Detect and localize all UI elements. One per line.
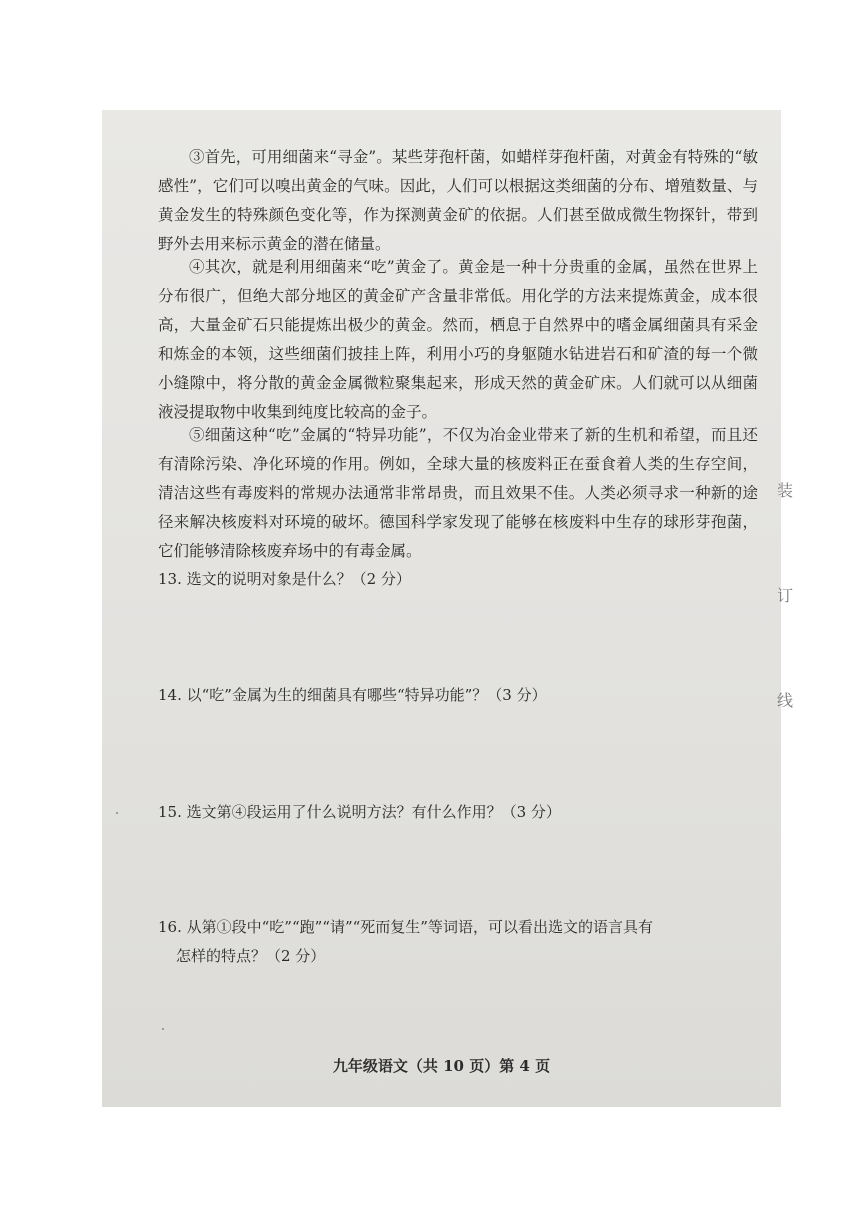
paper-speck: [116, 812, 118, 814]
paper-speck: [162, 1028, 164, 1030]
page-footer: 九年级语文（共 10 页）第 4 页: [332, 1057, 551, 1075]
question-16-line-1: 16. 从第①段中“吃”“跑”“请”“死而复生”等词语，可以看出选文的语言具有: [158, 918, 653, 936]
question-16: [158, 913, 758, 971]
paragraph-3: ③首先，可用细菌来“寻金”。某些芽孢杆菌，如蜡样芽孢杆菌，对黄金有特殊的“敏感性”，它们可以嗅出黄金的气味。因此，人们可以根据这类细菌的分布、增殖数量、与黄金发生的特殊颜色变化等，作为探测黄金矿的依据。人们甚至做成微生物探针，带到野外去用来标示黄金的潜在储量。: [158, 148, 758, 253]
binding-mark-zhuang: 装: [777, 481, 794, 500]
question-13: 13. 选文的说明对象是什么？（2 分）: [158, 570, 411, 588]
question-14: 14. 以“吃”金属为生的细菌具有哪些“特异功能”？（3 分）: [158, 686, 547, 704]
exam-page-photo: [102, 110, 781, 1107]
paragraph-5: ⑤细菌这种“吃”金属的“特异功能”，不仅为冶金业带来了新的生机和希望，而且还有清除污染、净化环境的作用。例如，全球大量的核废料正在蚕食着人类的生存空间，清洁这些有毒废料的常规办法通常非常昂贵，而且效果不佳。人类必须寻求一种新的途径来解决核废料对环境的破坏。德国科学家发现了能够在核废料中生存的球形芽孢菌，它们能够清除核废弃场中的有毒金属。: [158, 426, 758, 560]
question-16-line-2: 怎样的特点？（2 分）: [176, 947, 326, 965]
question-15: 15. 选文第④段运用了什么说明方法？有什么作用？（3 分）: [158, 803, 561, 821]
binding-mark-ding: 订: [777, 586, 794, 605]
binding-mark-xian: 线: [777, 691, 794, 710]
paragraph-4: ④其次，就是利用细菌来“吃”黄金了。黄金是一种十分贵重的金属，虽然在世界上分布很广，但绝大部分地区的黄金矿产含量非常低。用化学的方法来提炼黄金，成本很高，大量金矿石只能提炼出极少的黄金。然而，栖息于自然界中的嗜金属细菌具有采金和炼金的本领，这些细菌们披挂上阵，利用小巧的身躯随水钻进岩石和矿渣的每一个微小缝隙中，将分散的黄金金属微粒聚集起来，形成天然的黄金矿床。人们就可以从细菌液浸提取物中收集到纯度比较高的金子。: [158, 258, 758, 421]
